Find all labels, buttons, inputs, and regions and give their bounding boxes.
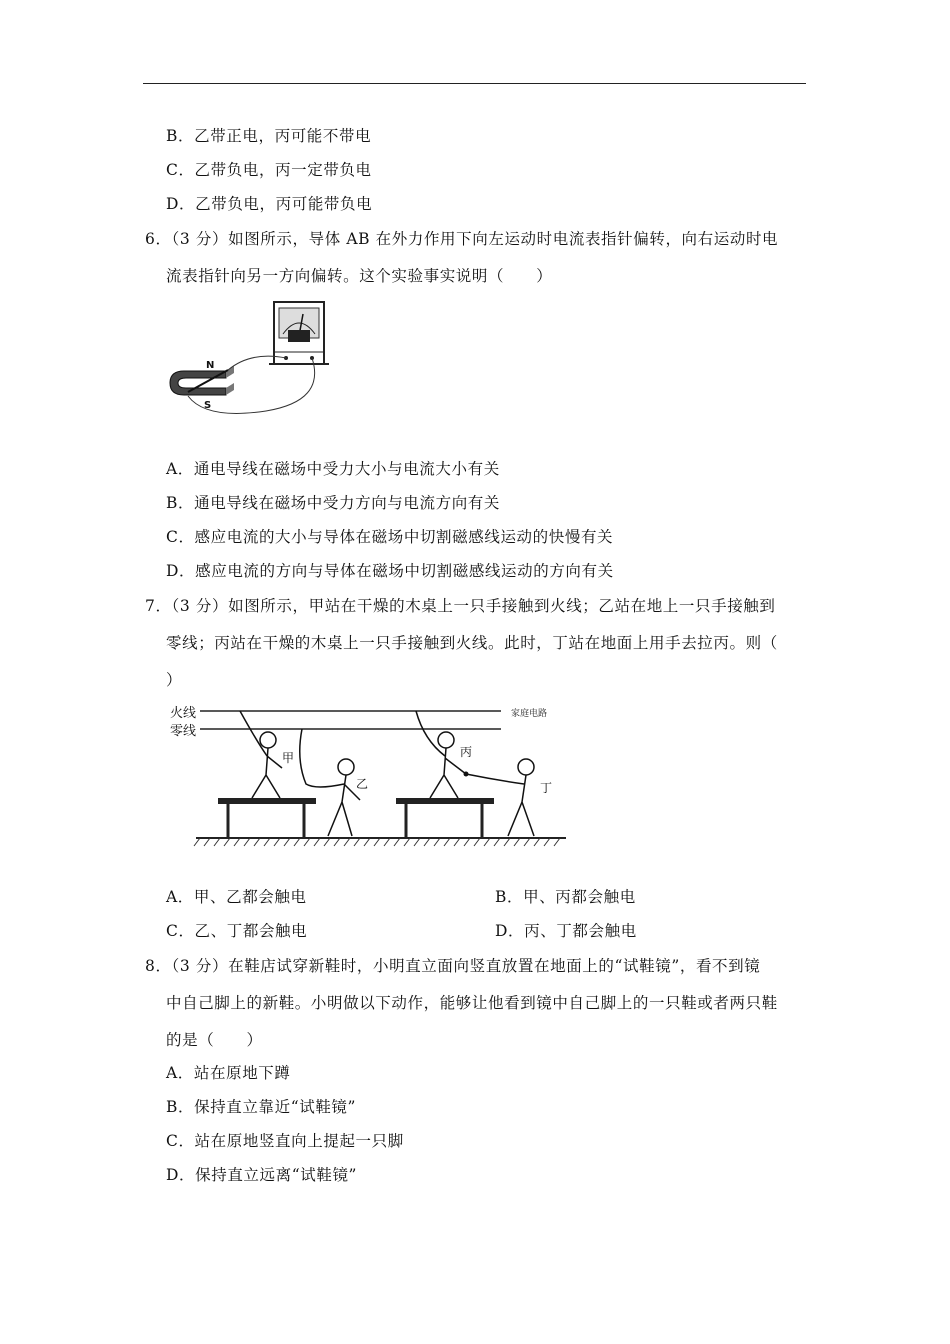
q6-figure-induction-setup <box>166 296 348 416</box>
q8-option-a: A．站在原地下蹲 <box>166 1064 291 1082</box>
q7-option-a: A．甲、乙都会触电 <box>166 888 307 906</box>
person-yi-label: 乙 <box>356 777 369 791</box>
q6-stem-line1: 6．（3 分）如图所示，导体 AB 在外力作用下向左运动时电流表指针偏转，向右运动时电 <box>145 230 779 248</box>
ground-icon <box>194 838 566 846</box>
q5-option-c: C．乙带负电，丙一定带负电 <box>166 161 372 179</box>
person-ding-label: 丁 <box>540 781 553 795</box>
q6-stem-line2: 流表指针向另一方向偏转。这个实验事实说明（ ） <box>166 267 553 285</box>
q7-figure-household-circuit <box>166 700 586 860</box>
live-wire-label: 火线 <box>170 706 197 721</box>
header-rule <box>143 83 806 84</box>
q7-stem-line3: ） <box>166 671 183 689</box>
hand-contact-point <box>464 772 469 777</box>
person-bing-icon <box>416 711 466 798</box>
person-bing-label: 丙 <box>460 745 473 759</box>
q8-stem-line2: 中自己脚上的新鞋。小明做以下动作，能够让他看到镜中自己脚上的一只鞋或者两只鞋 <box>166 994 778 1012</box>
person-jia-label: 甲 <box>282 751 295 765</box>
q7-stem-line1: 7．（3 分）如图所示，甲站在干燥的木桌上一只手接触到火线；乙站在地上一只手接触到 <box>145 597 776 615</box>
q7-option-d: D．丙、丁都会触电 <box>495 922 637 940</box>
q6-option-a: A．通电导线在磁场中受力大小与电流大小有关 <box>166 460 500 478</box>
q8-option-c: C．站在原地竖直向上提起一只脚 <box>166 1132 404 1150</box>
ammeter-icon <box>269 302 329 364</box>
q8-option-b: B．保持直立靠近“试鞋镜” <box>166 1098 357 1116</box>
left-wooden-table-icon <box>218 798 316 838</box>
person-jia-icon <box>240 711 282 798</box>
q7-option-b: B．甲、丙都会触电 <box>495 888 636 906</box>
horseshoe-magnet-icon <box>170 360 234 411</box>
person-yi-icon <box>300 729 360 836</box>
household-circuit-label: 家庭电路 <box>511 709 548 719</box>
q8-stem-line1: 8．（3 分）在鞋店试穿新鞋时，小明直立面向竖直放置在地面上的“试鞋镜”，看不到镜 <box>145 957 761 975</box>
neutral-wire-label: 零线 <box>170 724 197 739</box>
q6-option-b: B．通电导线在磁场中受力方向与电流方向有关 <box>166 494 500 512</box>
q5-option-b: B．乙带正电，丙可能不带电 <box>166 127 372 145</box>
q5-option-d: D．乙带负电，丙可能带负电 <box>166 195 373 213</box>
q6-option-c: C．感应电流的大小与导体在磁场中切割磁感线运动的快慢有关 <box>166 528 614 546</box>
q7-option-c: C．乙、丁都会触电 <box>166 922 308 940</box>
q8-option-d: D．保持直立远离“试鞋镜” <box>166 1166 358 1184</box>
magnet-south-label: S <box>204 400 212 411</box>
q6-option-d: D．感应电流的方向与导体在磁场中切割磁感线运动的方向有关 <box>166 562 614 580</box>
q8-stem-line3: 的是（ ） <box>166 1031 263 1049</box>
person-ding-icon <box>466 759 534 836</box>
magnet-north-label: N <box>206 360 215 371</box>
q7-stem-line2: 零线；丙站在干燥的木桌上一只手接触到火线。此时，丁站在地面上用手去拉丙。则（ <box>166 634 778 652</box>
right-wooden-table-icon <box>396 798 494 838</box>
